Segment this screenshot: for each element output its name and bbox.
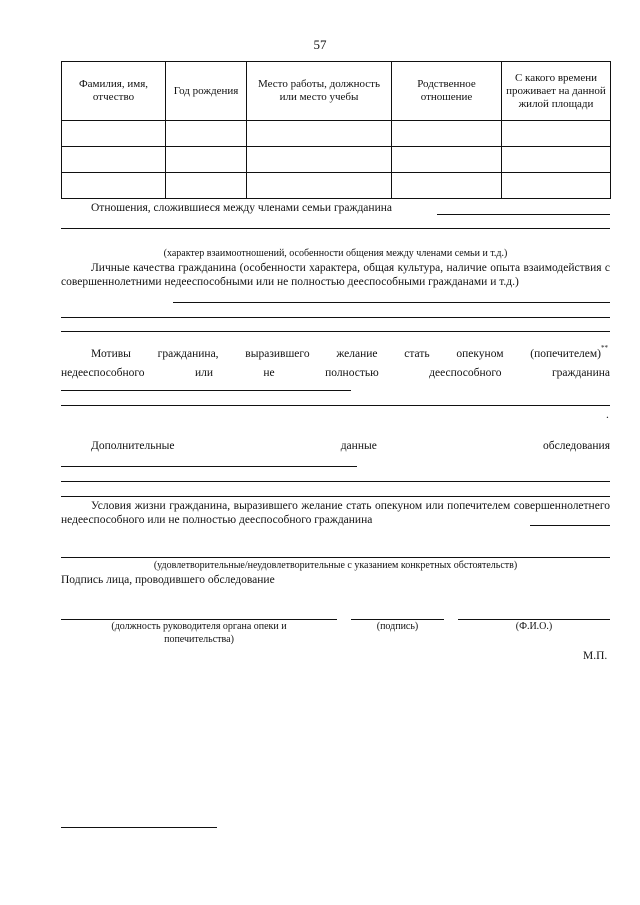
signature-caption: (подпись) bbox=[376, 621, 419, 632]
living-conditions-input-line-2[interactable] bbox=[61, 557, 610, 558]
motives-input-line-1[interactable] bbox=[61, 390, 351, 391]
relations-label: Отношения, сложившиеся между членами семьи гражданина bbox=[91, 202, 392, 214]
personal-qualities-input-line-3[interactable] bbox=[61, 331, 610, 332]
table-cell[interactable] bbox=[62, 147, 166, 173]
table-cell[interactable] bbox=[502, 173, 611, 199]
footnote-separator bbox=[61, 827, 217, 828]
column-header-workplace: Место работы, должность или место учебы bbox=[247, 62, 392, 121]
page-number: 57 bbox=[313, 37, 327, 52]
table-row bbox=[62, 147, 611, 173]
additional-data-label: Дополнительные данные обследования bbox=[91, 440, 610, 452]
position-caption-line-1: (должность руководителя органа опеки и bbox=[111, 621, 287, 632]
relations-caption: (характер взаимоотношений, особенности общения между членами семьи и т.д.) bbox=[163, 248, 508, 259]
position-input-line[interactable] bbox=[61, 619, 337, 620]
living-conditions-caption: (удовлетворительные/неудовлетворительные с указанием конкретных обстоятельств) bbox=[153, 560, 518, 571]
column-header-relation: Родственное отношение bbox=[392, 62, 502, 121]
table-cell[interactable] bbox=[392, 147, 502, 173]
relations-input-line-1[interactable] bbox=[437, 214, 610, 215]
relations-input-line-2[interactable] bbox=[61, 228, 610, 229]
table-cell[interactable] bbox=[247, 121, 392, 147]
signature-label: Подпись лица, проводившего обследование bbox=[61, 574, 275, 586]
table-cell[interactable] bbox=[166, 173, 247, 199]
motives-text-line-1: Мотивы гражданина, выразившего желание стать опекуном (попечителем) bbox=[91, 348, 601, 360]
motives-end-mark: . bbox=[606, 409, 609, 421]
stamp-place-mark: М.П. bbox=[583, 650, 608, 662]
additional-data-input-line-1[interactable] bbox=[61, 466, 357, 467]
table-cell[interactable] bbox=[502, 147, 611, 173]
family-members-table bbox=[61, 61, 611, 199]
signature-input-line[interactable] bbox=[351, 619, 444, 620]
motives-input-line-2[interactable] bbox=[61, 405, 610, 406]
motives-footnote-mark: ** bbox=[601, 344, 608, 352]
motives-text-line-2: недееспособного или не полностью дееспособного гражданина bbox=[61, 367, 610, 379]
table-cell[interactable] bbox=[166, 121, 247, 147]
table-cell[interactable] bbox=[62, 121, 166, 147]
position-caption-line-2: попечительства) bbox=[164, 634, 234, 645]
table-cell[interactable] bbox=[392, 121, 502, 147]
additional-data-input-line-3[interactable] bbox=[61, 496, 610, 497]
column-header-name: Фамилия, имя, отчество bbox=[62, 62, 166, 121]
column-header-residence-since: С какого времени проживает на данной жилой площади bbox=[502, 62, 611, 121]
table-cell[interactable] bbox=[502, 121, 611, 147]
living-conditions-input-line-1[interactable] bbox=[530, 525, 610, 526]
table-cell[interactable] bbox=[247, 173, 392, 199]
column-header-birth-year: Год рождения bbox=[166, 62, 247, 121]
full-name-input-line[interactable] bbox=[458, 619, 610, 620]
table-cell[interactable] bbox=[392, 173, 502, 199]
full-name-caption: (Ф.И.О.) bbox=[515, 621, 553, 632]
table-cell[interactable] bbox=[166, 147, 247, 173]
personal-qualities-input-line-2[interactable] bbox=[61, 317, 610, 318]
table-cell[interactable] bbox=[62, 173, 166, 199]
additional-data-input-line-2[interactable] bbox=[61, 481, 610, 482]
table-row bbox=[62, 173, 611, 199]
personal-qualities-text: Личные качества гражданина (особенности характера, общая культура, наличие опыта взаимодействия с совершеннолетними недееспособными или не полностью дееспособными гражданами и т.д.) bbox=[61, 262, 610, 288]
table-row bbox=[62, 121, 611, 147]
personal-qualities-input-line-1[interactable] bbox=[173, 302, 610, 303]
table-header-row bbox=[62, 62, 611, 121]
table-cell[interactable] bbox=[247, 147, 392, 173]
living-conditions-text: Условия жизни гражданина, выразившего желание стать опекуном или попечителем совершеннолетнего недееспособного или не полностью дееспособного гражданина bbox=[61, 500, 610, 526]
